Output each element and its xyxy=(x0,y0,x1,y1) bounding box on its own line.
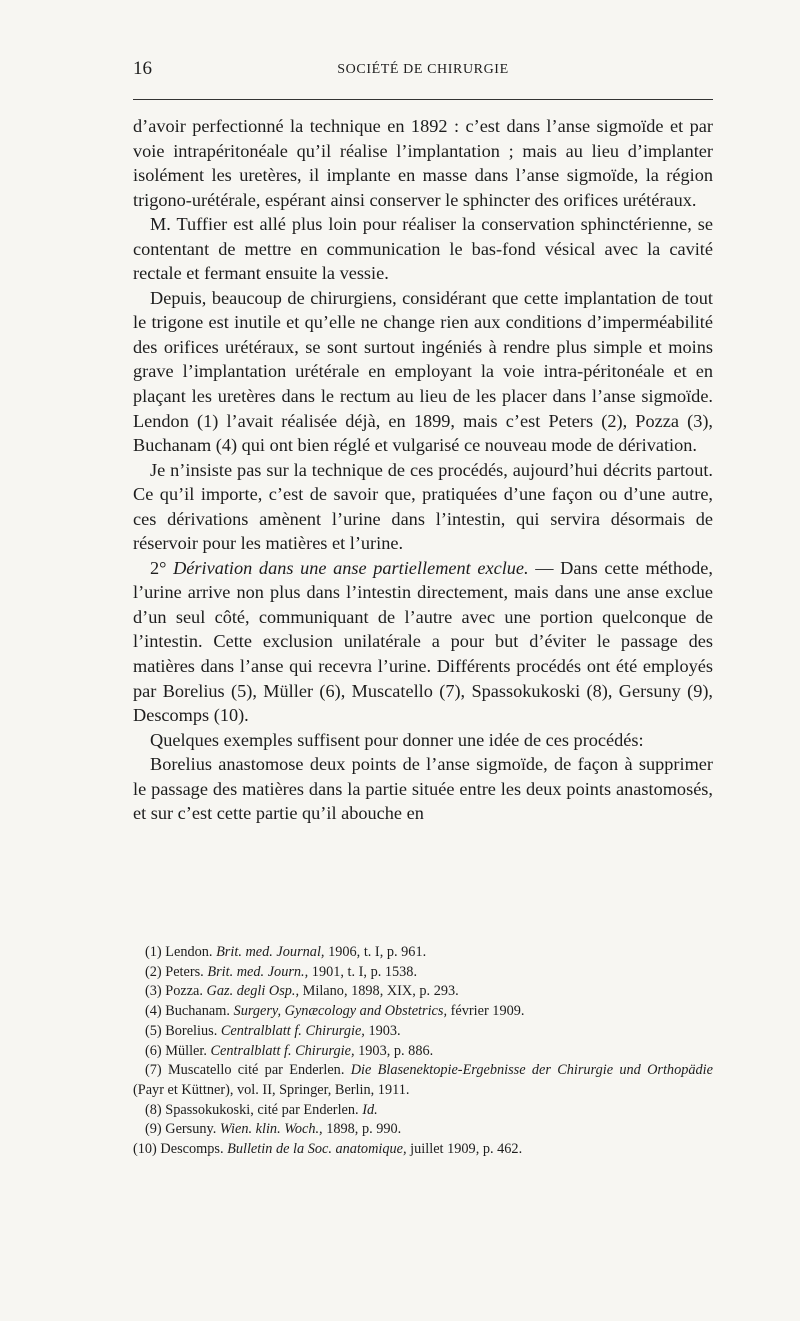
header-rule xyxy=(133,99,713,100)
footnote-source: Die Blasenektopie-Ergebnisse der Chirurgie und Orthopädie xyxy=(350,1062,713,1079)
footnote-details: février 1909. xyxy=(447,1003,525,1020)
footnote-details: 1898, p. 990. xyxy=(322,1121,402,1138)
section-number: 2° xyxy=(150,557,167,578)
footnote-5 xyxy=(133,1022,713,1042)
footnote-8 xyxy=(133,1101,713,1121)
footnote-ref: (8) Spassokukoski, cité par Enderlen. xyxy=(145,1101,363,1118)
page-header xyxy=(133,58,713,88)
paragraph-5-text: — Dans cette méthode, l’urine arrive non plus dans l’intestin directement, mais dans une anse exclue d’un seul côté, communiquant de l’autre avec une portion quelconque de l’intestin. Cette exclusion unilatérale a pour but d’éviter le passage des matières dans l’anse qui recevra l’urine. Différents procédés ont été employés par Borelius (5), Müller (6), Muscatello (7), Spassokukoski (8), Gersuny (9), Descomps (10). xyxy=(133,557,713,726)
running-head: SOCIÉTÉ DE CHIRURGIE xyxy=(337,62,509,77)
footnote-source: Centralblatt f. Chirurgie, xyxy=(220,1022,365,1039)
page-number: 16 xyxy=(133,58,152,79)
footnote-details: (Payr et Küttner), vol. II, Springer, Berlin, 1911. xyxy=(133,1081,410,1098)
footnote-ref: (7) Muscatello cité par Enderlen. xyxy=(145,1062,351,1079)
footnote-ref: (10) Descomps. xyxy=(133,1141,228,1158)
footnote-details: 1903, p. 886. xyxy=(354,1042,434,1059)
footnote-4 xyxy=(133,1002,713,1022)
footnote-source: Wien. klin. Woch., xyxy=(219,1121,323,1138)
footnote-9 xyxy=(133,1120,713,1140)
footnote-ref: (9) Gersuny. xyxy=(145,1121,220,1138)
footnotes xyxy=(133,943,713,1160)
footnote-7 xyxy=(133,1061,713,1100)
paragraph-6: Quelques exemples suffisent pour donner une idée de ces procédés: xyxy=(150,729,644,750)
footnote-1 xyxy=(133,943,713,963)
footnote-source: Gaz. degli Osp., xyxy=(206,983,300,1000)
footnote-ref: (3) Pozza. xyxy=(145,983,207,1000)
footnote-details: juillet 1909, p. 462. xyxy=(406,1141,523,1158)
footnote-source: Bulletin de la Soc. anatomique, xyxy=(227,1141,407,1158)
paragraph-1: d’avoir perfectionné la technique en 1892 : c’est dans l’anse sigmoïde et par voie intrapéritonéale qu’il réalise l’implantation ; mais au lieu d’implanter isolément les uretères, il implante en masse dans l’anse sigmoïde, la région trigono-urétérale, espérant ainsi conserver le sphincter des orifices urétéraux. xyxy=(133,116,713,210)
footnote-ref: (2) Peters. xyxy=(145,963,208,980)
footnote-ref: (1) Lendon. xyxy=(145,944,217,960)
paragraph-5 xyxy=(133,556,713,728)
paragraph-3: Depuis, beaucoup de chirurgiens, considérant que cette implantation de tout le trigone est inutile et qu’elle ne change rien aux conditions d’imperméabilité des orifices urétéraux, se sont surtout ingéniés à rendre plus simple et moins grave l’implantation urétérale en employant la voie intra-péritonéale et en plaçant les uretères dans le rectum au lieu de les placer dans l’anse sigmoïde. Lendon (1) l’avait réalisée déjà, en 1899, mais c’est Peters (2), Pozza (3), Buchanam (4) qui ont bien réglé et vulgarisé ce nouveau mode de dérivation. xyxy=(133,287,713,456)
footnote-source: Surgery, Gynæcology and Obstetrics, xyxy=(233,1003,448,1020)
paragraph-4: Je n’insiste pas sur la technique de ces procédés, aujourd’hui décrits partout. Ce qu’il importe, c’est de savoir que, pratiquées d’une façon ou d’une autre, ces dérivations amènent l’urine dans l’intestin, qui servira désormais de réservoir pour les matières et l’urine. xyxy=(133,459,713,554)
paragraph-2: M. Tuffier est allé plus loin pour réaliser la conservation sphinctérienne, se contentant de mettre en communication le bas-fond vésical avec la cavité rectale et fermant ensuite la vessie. xyxy=(133,214,713,284)
footnote-source: Id. xyxy=(362,1101,378,1118)
footnote-details: 1906, t. I, p. 961. xyxy=(324,944,427,960)
footnote-ref: (4) Buchanam. xyxy=(145,1003,234,1020)
footnote-details: 1903. xyxy=(364,1022,401,1039)
footnote-10 xyxy=(133,1140,713,1160)
body-text xyxy=(133,114,713,826)
footnote-ref: (6) Müller. xyxy=(145,1042,211,1059)
footnote-6 xyxy=(133,1042,713,1062)
footnote-source: Brit. med. Journal, xyxy=(216,944,325,960)
footnote-3 xyxy=(133,982,713,1002)
paragraph-7: Borelius anastomose deux points de l’anse sigmoïde, de façon à supprimer le passage des matières dans la partie située entre les deux points anastomosés, et sur c’est cette partie qu’il abouche en xyxy=(133,754,713,824)
footnote-details: 1901, t. I, p. 1538. xyxy=(308,963,418,980)
footnote-2 xyxy=(133,963,713,983)
section-title: Dérivation dans une anse partiellement exclue. xyxy=(173,557,529,578)
footnote-source: Brit. med. Journ., xyxy=(207,963,309,980)
footnote-source: Centralblatt f. Chirurgie, xyxy=(210,1042,355,1059)
footnote-details: Milano, 1898, XIX, p. 293. xyxy=(299,983,459,1000)
footnote-ref: (5) Borelius. xyxy=(145,1022,221,1039)
